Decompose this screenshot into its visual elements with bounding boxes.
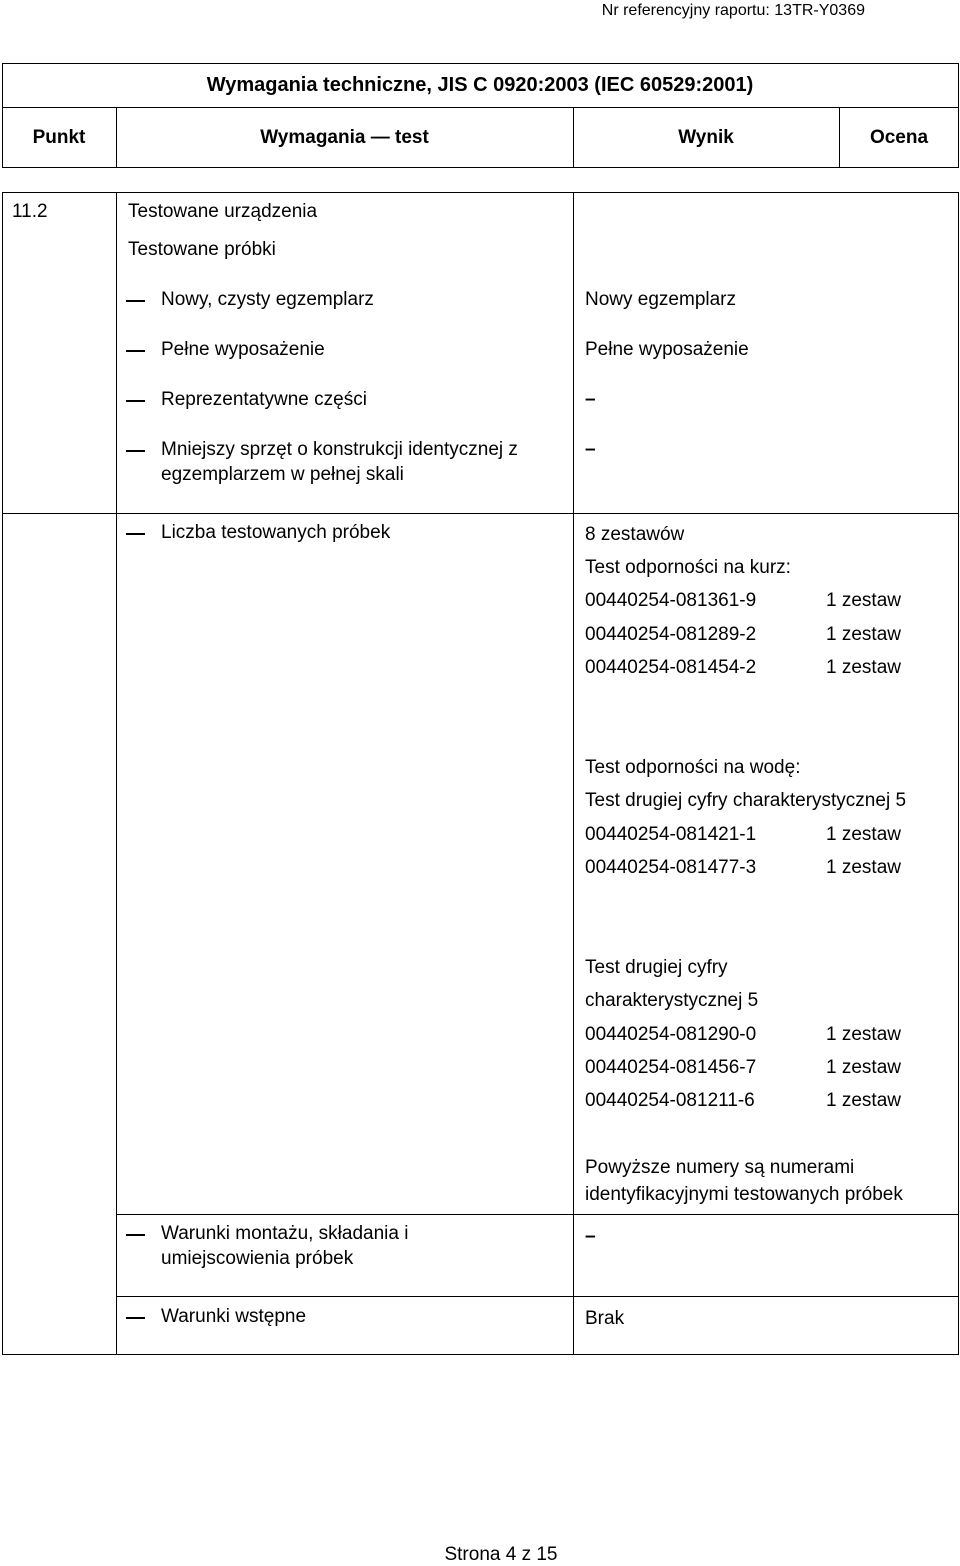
- sample-qty: 1 zestaw: [826, 824, 901, 845]
- preconditions-label: Warunki wstępne: [161, 1306, 307, 1327]
- sample-qty: 1 zestaw: [826, 1090, 901, 1111]
- section-title: Testowane urządzenia: [128, 201, 318, 222]
- water-test-subheading: Test drugiej cyfry charakterystycznej 5: [585, 790, 907, 811]
- table-title: Wymagania techniczne, JIS C 0920:2003 (IEC 60529:2001): [206, 74, 754, 96]
- sample-id: 00440254-081477-3: [585, 857, 757, 878]
- sample-id: 00440254-081361-9: [585, 590, 757, 611]
- requirement-result: Pełne wyposażenie: [585, 339, 749, 360]
- requirement-label-cont: egzemplarzem w pełnej skali: [161, 464, 404, 485]
- requirement-result: Nowy egzemplarz: [585, 289, 736, 310]
- page-number: Strona 4 z 15: [444, 1544, 558, 1565]
- col-header-ocena: Ocena: [869, 127, 929, 148]
- requirement-label: Reprezentatywne części: [161, 389, 367, 410]
- report-reference: Nr referencyjny raportu: 13TR-Y0369: [601, 2, 865, 19]
- mounting-result: –: [585, 1226, 596, 1247]
- col-header-punkt: Punkt: [32, 127, 86, 148]
- section-number: 11.2: [12, 201, 48, 222]
- sample-id: 00440254-081211-6: [585, 1090, 755, 1111]
- mounting-label: Warunki montażu, składania i: [161, 1223, 409, 1244]
- main-table: [2, 192, 959, 1355]
- preconditions-result: Brak: [585, 1308, 625, 1329]
- requirement-result: –: [585, 389, 596, 410]
- requirement-result: –: [585, 439, 596, 460]
- samples-count: 8 zestawów: [585, 524, 685, 545]
- sample-id: 00440254-081456-7: [585, 1057, 757, 1078]
- sample-qty: 1 zestaw: [826, 624, 901, 645]
- sample-id: 00440254-081454-2: [585, 657, 757, 678]
- sample-id: 00440254-081289-2: [585, 624, 757, 645]
- samples-label: Liczba testowanych próbek: [161, 522, 391, 543]
- requirement-label: Nowy, czysty egzemplarz: [161, 289, 374, 310]
- dust-test-heading: Test odporności na kurz:: [585, 557, 791, 578]
- water-test-heading: Test odporności na wodę:: [585, 757, 801, 778]
- col-header-wymagania: Wymagania — test: [260, 127, 429, 148]
- water-test-subheading: Test drugiej cyfry: [585, 957, 728, 978]
- sample-qty: 1 zestaw: [826, 857, 901, 878]
- samples-note-cont: identyfikacyjnymi testowanych próbek: [585, 1184, 903, 1205]
- requirement-label: Mniejszy sprzęt o konstrukcji identycznej z: [161, 439, 518, 460]
- sample-id: 00440254-081421-1: [585, 824, 757, 845]
- water-test-subheading-cont: charakterystycznej 5: [585, 990, 759, 1011]
- sample-id: 00440254-081290-0: [585, 1024, 757, 1045]
- requirement-label: Pełne wyposażenie: [161, 339, 325, 360]
- col-header-wynik: Wynik: [678, 127, 734, 148]
- sample-qty: 1 zestaw: [826, 590, 901, 611]
- mounting-label-cont: umiejscowienia próbek: [161, 1248, 354, 1269]
- section-subtitle: Testowane próbki: [128, 239, 276, 260]
- sample-qty: 1 zestaw: [826, 1024, 901, 1045]
- samples-note: Powyższe numery są numerami: [585, 1157, 855, 1178]
- sample-qty: 1 zestaw: [826, 1057, 901, 1078]
- sample-qty: 1 zestaw: [826, 657, 901, 678]
